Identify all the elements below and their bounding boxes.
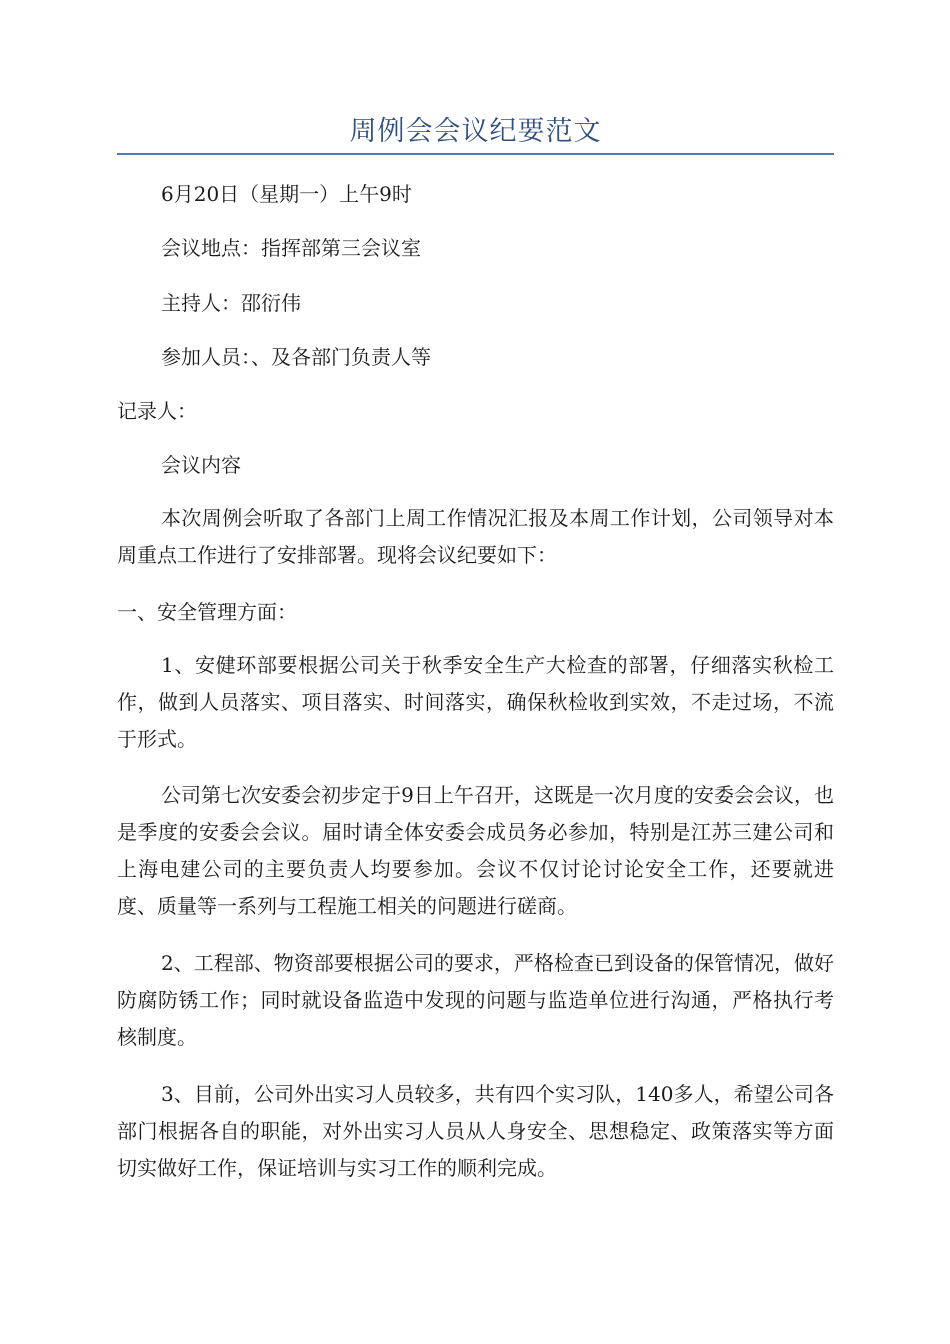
document-title: 周例会会议纪要范文 — [349, 116, 602, 147]
item-2-paragraph: 2、工程部、物资部要根据公司的要求，严格检查已到设备的保管情况，做好防腐防锈工作；同时就设备监造中发现的问题与监造单位进行沟通，严格执行考核制度。 — [117, 951, 834, 1049]
meeting-host: 主持人：邵衍伟 — [161, 291, 301, 315]
item-1-followup-paragraph: 公司第七次安委会初步定于9日上午召开，这既是一次月度的安委会会议，也是季度的安委会会议。届时请全体安委会成员务必参加，特别是江苏三建公司和上海电建公司的主要负责人均要参加。会议不仅讨论讨论安全工作，还要就进度、质量等一系列与工程施工相关的问题进行磋商。 — [117, 783, 834, 918]
meeting-date: 6月20日（星期一）上午9时 — [161, 182, 412, 206]
content-heading: 会议内容 — [161, 453, 241, 477]
title-underline — [117, 153, 834, 155]
item-3-paragraph: 3、目前，公司外出实习人员较多，共有四个实习队，140多人，希望公司各部门根据各自的职能，对外出实习人员从人身安全、思想稳定、政策落实等方面切实做好工作，保证培训与实习工作的顺利完成。 — [117, 1082, 834, 1180]
meeting-recorder: 记录人： — [117, 399, 197, 423]
meeting-attendees: 参加人员：、及各部门负责人等 — [161, 345, 431, 369]
section-heading-safety: 一、安全管理方面： — [117, 600, 297, 624]
meeting-location: 会议地点：指挥部第三会议室 — [161, 236, 421, 260]
intro-paragraph: 本次周例会听取了各部门上周工作情况汇报及本周工作计划，公司领导对本周重点工作进行了安排部署。现将会议纪要如下： — [117, 506, 834, 567]
item-1-paragraph: 1、安健环部要根据公司关于秋季安全生产大检查的部署，仔细落实秋检工作，做到人员落实、项目落实、时间落实，确保秋检收到实效，不走过场，不流于形式。 — [117, 653, 834, 751]
